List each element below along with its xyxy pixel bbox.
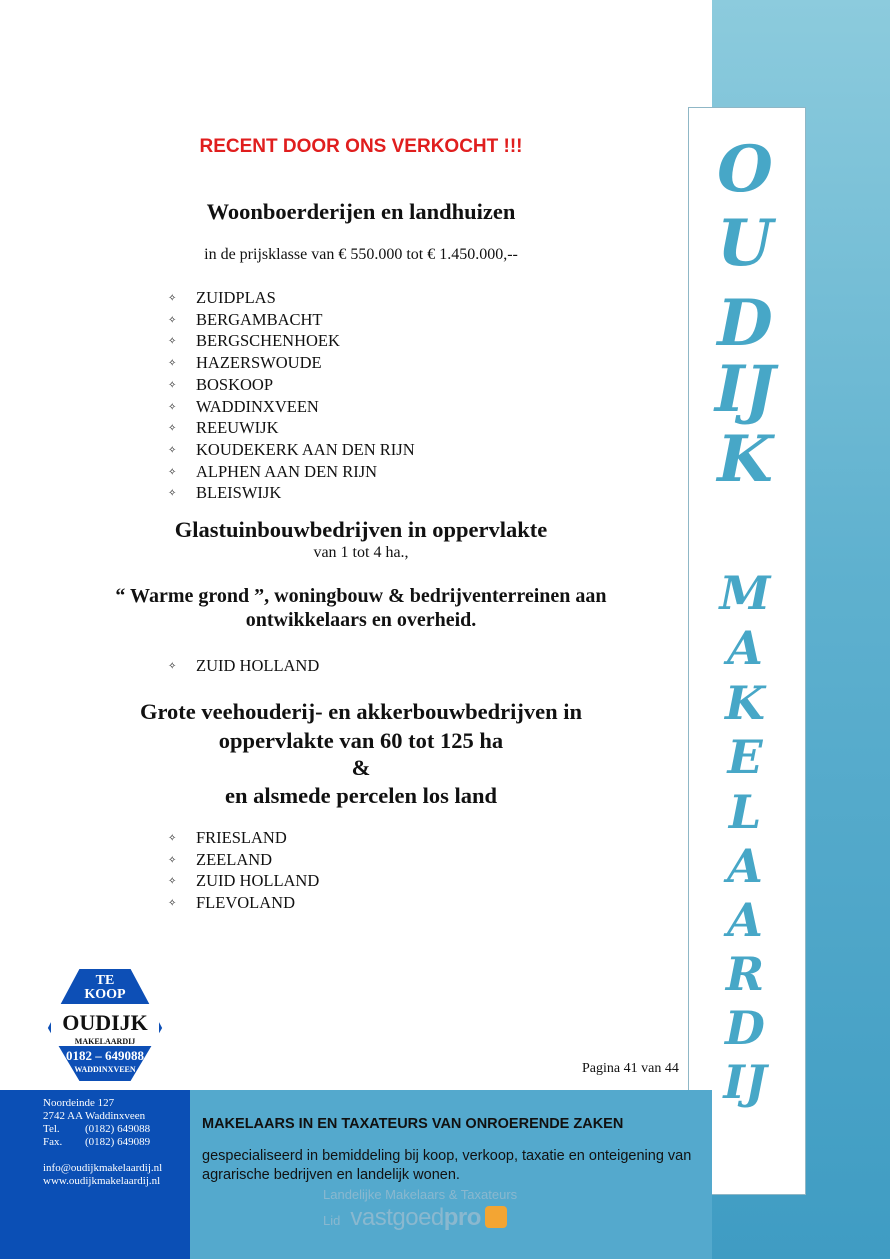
- brand-letter: K: [725, 676, 765, 730]
- fax-label: Fax.: [43, 1136, 63, 1148]
- diamond-bullet-icon: ✧: [168, 661, 177, 672]
- diamond-bullet-icon: ✧: [168, 336, 177, 348]
- list-item: ✧ HAZERSWOUDE: [168, 353, 415, 375]
- diamond-bullet-icon: ✧: [168, 466, 177, 478]
- list-item: ✧ FLEVOLAND: [168, 893, 319, 915]
- brand-letter: R: [725, 947, 765, 1001]
- brand-letter: IJ: [723, 1055, 767, 1109]
- footer-description: gespecialiseerd in bemiddeling bij koop, verkoop, taxatie en onteigening van agrarische bedrijven en landelijk wonen.: [202, 1148, 692, 1183]
- phone-row: [43, 1123, 188, 1136]
- diamond-bullet-icon: ✧: [168, 423, 177, 435]
- list-item: ✧ ZUIDPLAS: [168, 288, 415, 310]
- diamond-bullet-icon: ✧: [168, 401, 177, 413]
- region-list: [168, 288, 415, 505]
- diamond-bullet-icon: ✧: [168, 358, 177, 370]
- section-title: en alsmede percelen los land: [224, 783, 498, 808]
- list-item: ✧ WADDINXVEEN: [168, 397, 415, 419]
- list-item: ✧ REEUWIJK: [168, 418, 415, 440]
- list-item: ✧ ZEELAND: [168, 850, 319, 872]
- pro-text: pro: [443, 1204, 481, 1231]
- website-link[interactable]: www.oudijkmakelaardij.nl: [43, 1175, 161, 1187]
- section-text: ontwikkelaars en overheid.: [245, 609, 477, 631]
- section-subtitle: van 1 tot 4 ha.,: [313, 544, 409, 561]
- list-item: ✧ BOSKOOP: [168, 375, 415, 397]
- logo-text-town: WADDINXVEEN: [74, 1065, 136, 1074]
- diamond-bullet-icon: ✧: [168, 854, 177, 866]
- brand-letter: K: [717, 422, 773, 497]
- logo-text-sub: MAKELAARDIJ: [74, 1037, 136, 1046]
- page-number: Pagina 41 van 44: [582, 1061, 679, 1076]
- logo-text-koop: KOOP: [84, 987, 126, 1002]
- logo-text-phone: 0182 – 649088: [66, 1048, 144, 1063]
- tel-number: (0182) 649088: [85, 1123, 151, 1135]
- brand-letter: A: [727, 893, 763, 947]
- diamond-bullet-icon: ✧: [168, 898, 177, 910]
- tel-label: Tel.: [43, 1123, 60, 1135]
- email-link[interactable]: info@oudijkmakelaardij.nl: [43, 1162, 163, 1174]
- address-street: Noordeinde 127: [43, 1097, 115, 1109]
- region-list: [168, 656, 319, 678]
- fax-number: (0182) 649089: [85, 1136, 151, 1148]
- brand-letter: O: [717, 132, 773, 207]
- section-title: &: [351, 755, 371, 780]
- list-item: ✧ FRIESLAND: [168, 828, 319, 850]
- list-item: ✧ BLEISWIJK: [168, 483, 415, 505]
- brand-letter: A: [727, 621, 763, 675]
- diamond-bullet-icon: ✧: [168, 488, 177, 500]
- diamond-bullet-icon: ✧: [168, 293, 177, 304]
- list-item: ✧ KOUDEKERK AAN DEN RIJN: [168, 440, 415, 462]
- list-item: ✧ BERGSCHENHOEK: [168, 331, 415, 353]
- diamond-bullet-icon: ✧: [168, 444, 177, 456]
- section-title: Glastuinbouwbedrijven in oppervlakte: [174, 517, 548, 542]
- logo-text-name: OUDIJK: [62, 1010, 148, 1035]
- list-item: ✧ ALPHEN AAN DEN RIJN: [168, 462, 415, 484]
- oudijk-logo: [47, 968, 163, 1084]
- diamond-bullet-icon: ✧: [168, 379, 177, 391]
- diamond-bullet-icon: ✧: [168, 314, 177, 326]
- membership-watermark: Landelijke Makelaars & Taxateurs: [323, 1187, 518, 1202]
- footer-title: MAKELAARS IN EN TAXATEURS VAN ONROERENDE ZAKEN: [202, 1116, 624, 1132]
- section-text: “ Warme grond ”, woningbouw & bedrijventerreinen aan: [115, 585, 607, 607]
- brand-letter: D: [725, 1001, 765, 1055]
- brand-letter: D: [717, 286, 773, 361]
- vastgoedpro-logo-icon: [485, 1206, 507, 1228]
- lid-label: Lid: [323, 1213, 341, 1228]
- footer-address: [43, 1097, 188, 1188]
- brand-letter: E: [727, 730, 763, 784]
- section-title: Grote veehouderij- en akkerbouwbedrijven in: [139, 699, 583, 724]
- fax-row: [43, 1136, 188, 1149]
- brand-letter: A: [727, 839, 763, 893]
- diamond-bullet-icon: ✧: [168, 833, 177, 844]
- brand-letter: U: [717, 206, 773, 281]
- section-title: oppervlakte van 60 tot 125 ha: [218, 728, 504, 753]
- diamond-bullet-icon: ✧: [168, 876, 177, 888]
- list-item: ✧ ZUID HOLLAND: [168, 871, 319, 893]
- brand-letter: IJ: [714, 352, 776, 427]
- brand-letter: M: [719, 566, 771, 620]
- list-item: ✧ ZUID HOLLAND: [168, 656, 319, 678]
- vastgoedpro-watermark: [323, 1204, 507, 1232]
- address-city: 2742 AA Waddinxveen: [43, 1110, 146, 1122]
- section-title: Woonboerderijen en landhuizen: [206, 199, 516, 224]
- brand-letter: L: [728, 785, 762, 839]
- logo-text-te: TE: [95, 973, 115, 988]
- vastgoed-text: vastgoed: [350, 1204, 444, 1231]
- page-heading: RECENT DOOR ONS VERKOCHT !!!: [199, 136, 523, 157]
- section-subtitle: in de prijsklasse van € 550.000 tot € 1.450.000,--: [204, 246, 518, 263]
- region-list: [168, 828, 319, 915]
- list-item: ✧ BERGAMBACHT: [168, 310, 415, 332]
